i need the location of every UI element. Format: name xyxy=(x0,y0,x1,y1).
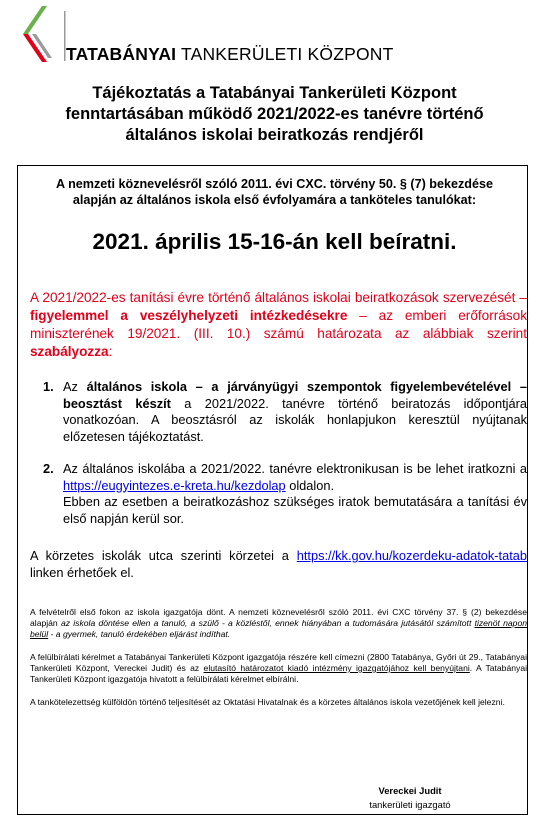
org-name-rest: TANKERÜLETI KÖZPONT xyxy=(176,44,394,64)
district-link[interactable]: https://kk.gov.hu/kozerdeku-adatok-tatab xyxy=(296,548,527,563)
enrollment-date-heading: 2021. április 15-16-án kell beíratni. xyxy=(92,229,457,254)
ekreta-link[interactable]: https://eugyintezes.e-kreta.hu/kezdolap xyxy=(63,477,286,493)
org-name-bold: TATABÁNYAI xyxy=(66,44,177,64)
review-note xyxy=(30,652,527,685)
reg-text-1: A 2021/2022-es tanítási évre történő általános iskolai beiratkozások szervezését – xyxy=(30,290,527,305)
item1-text-b: a 2021/2022. tanévre történő beiratozás időpontjára vonatkozóan. A beosztásról az iskolák honlapjukon keresztül nyújtanak előzetesen tájékoztatást. xyxy=(63,395,527,444)
appeal-underline: tizenöt napon belül xyxy=(30,618,528,639)
list-item xyxy=(43,379,527,445)
logo-icon xyxy=(22,6,70,62)
review-underline: elutasító határozatot kiadó intézmény igazgatójához kell benyújtani xyxy=(203,663,470,673)
appeal-text-a: A felvételről első fokon az iskola igazgatója dönt. A nemzeti köznevelésről szóló 2011. évi CXC törvény 37. § (2) bekezdése alapján xyxy=(30,607,527,628)
review-text-a: A felülbírálati kérelmet a Tatabányai Tankerületi Központ igazgatója részére kell címezni (2800 Tatabánya, Győri út 29., Tatabányai Tankerületi Központ, Vereckei Judit) és az xyxy=(30,652,527,673)
title-line-3: általános iskolai beiratkozás rendjéről xyxy=(125,126,424,144)
appeal-note xyxy=(30,607,527,640)
appeal-italic-end: - a gyermek, tanuló érdekében eljárást indíthat. xyxy=(48,629,231,639)
list-number: 2. xyxy=(43,461,54,476)
district-text-b: linken érhetőek el. xyxy=(30,564,134,580)
reg-bold-1: figyelemmel a veszélyhelyzeti intézkedésekre xyxy=(30,308,348,323)
list-number: 1. xyxy=(43,379,54,394)
item2-text-b: oldalon. xyxy=(285,477,335,493)
title-line-2: fenntartásában működő 2021/2022-es tanévre történő xyxy=(65,105,484,123)
rules-list xyxy=(43,379,527,543)
reg-bold-2: szabályozza xyxy=(30,344,109,359)
district-text-a: A körzetes iskolák utca szerinti körzetei a xyxy=(30,548,297,563)
signature-name: Vereckei Judit xyxy=(378,785,442,796)
regulation-paragraph xyxy=(30,289,527,361)
signature-role: tankerületi igazgató xyxy=(369,799,451,810)
review-text-b: . A Tatabányai Tankerületi Központ igazgatója hivatott a felülbírálati kérelmet elbírálni. xyxy=(30,663,528,684)
signature-block xyxy=(340,784,480,812)
page-title xyxy=(20,83,529,146)
list-item-text xyxy=(63,461,527,527)
district-paragraph xyxy=(30,548,527,581)
intro-line-1: A nemzeti köznevelésről szóló 2011. évi CXC. törvény 50. § (7) bekezdése xyxy=(55,177,493,191)
reg-text-2: – az emberi erőforrások miniszterének 19/2021. (III. 10.) számú határozata az alábbiak szerint xyxy=(30,308,527,341)
item1-text-a: Az xyxy=(63,379,87,394)
reg-text-3: : xyxy=(108,344,113,359)
list-item xyxy=(43,461,527,527)
intro-line-2: alapján az általános iskola első évfolyamára a tanköteles tanulókat: xyxy=(72,193,477,207)
item2-text-c: Ebben az esetben a beiratkozáshoz szükséges iratok bemutatására a tanítási év első napján kerül sor. xyxy=(63,494,527,526)
list-item-text xyxy=(63,379,527,445)
organization-name xyxy=(66,44,394,65)
item1-bold: általános iskola – a járványügyi szempontok figyelembevételével – beosztást készít xyxy=(63,379,527,411)
appeal-italic: az iskola döntése ellen a tanuló, a szülő - a közléstől, ennek hiányában a tudomására jutásától számított xyxy=(60,618,475,628)
abroad-note: A tankötelezettség külföldön történő teljesítését az Oktatási Hivatalnak és a körzetes általános iskola vezetőjének kell jelezni. xyxy=(30,697,505,707)
item2-text-a: Az általános iskolába a 2021/2022. tanévre elektronikusan is be lehet iratkozni a xyxy=(63,461,527,476)
title-line-1: Tájékoztatás a Tatabányai Tankerületi Központ xyxy=(92,84,457,102)
intro-text xyxy=(20,176,529,208)
